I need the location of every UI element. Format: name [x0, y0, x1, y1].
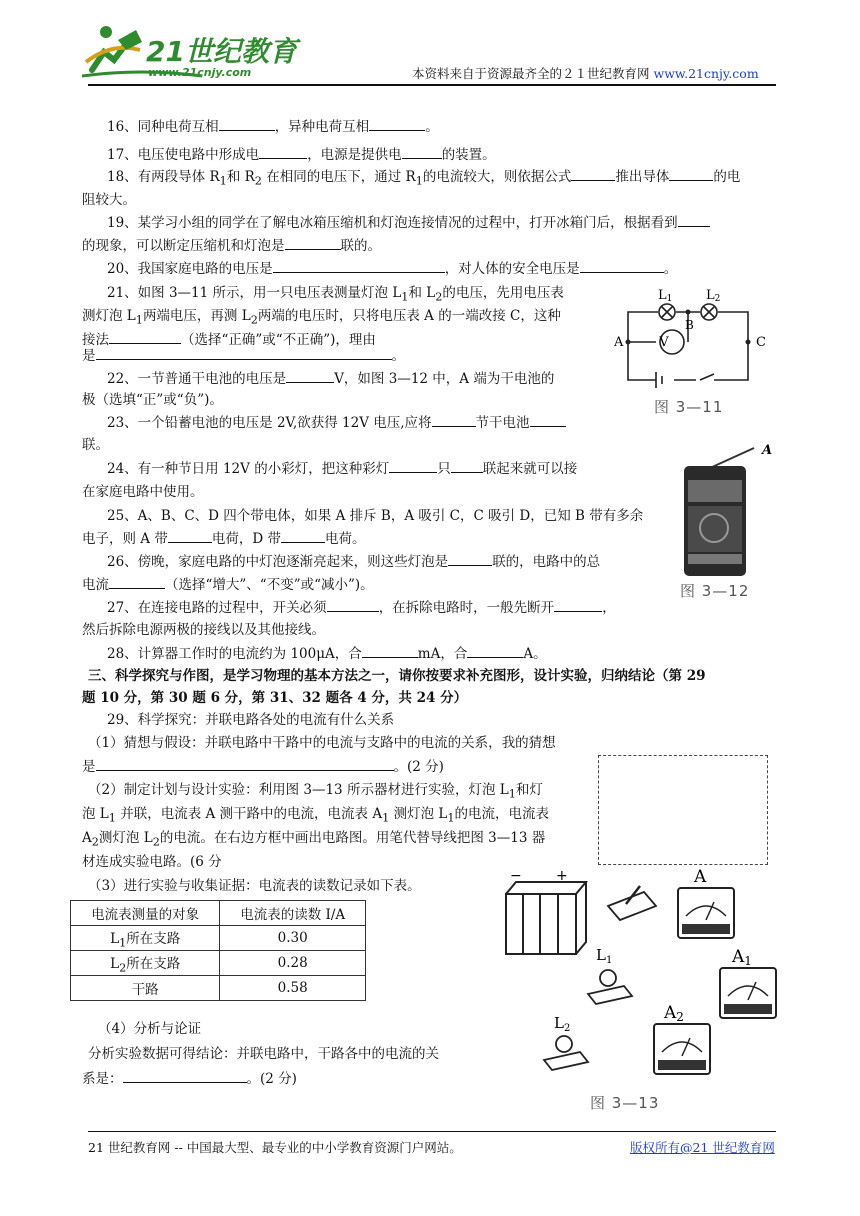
table-row: $L_1$所在支路 0.30 — [71, 926, 366, 951]
question-29-part3: （3）进行实验与收集证据：电流表的读数记录如下表。 — [88, 878, 421, 894]
table-cell-value: 0.58 — [220, 976, 366, 1001]
fig312-terminal-a-label: A — [762, 443, 773, 458]
question-22-line2: 极（选填“正”或“负”)。 — [82, 392, 223, 408]
question-19-line2: 的现象，可以断定压缩机和灯泡是 联的。 — [82, 235, 381, 256]
footer-divider — [88, 1131, 776, 1132]
question-29-part1: （1）猜想与假设：并联电路中干路中的电流与支路中的电流的关系，我的猜想 — [88, 735, 556, 751]
section-3-heading: 三、科学探究与作图，是学习物理的基本方法之一，请你按要求补充图形，设计实验，归纳结论（第 29 — [88, 668, 706, 684]
battery-pack-icon — [506, 868, 586, 954]
question-27-line2: 然后拆除电源两极的接线以及其他接线。 — [82, 622, 325, 638]
figure-3-11-caption: 图 3—11 — [654, 398, 724, 416]
svg-text:A2: A2 — [664, 1003, 684, 1024]
table-row: 干路 0.58 — [71, 976, 366, 1001]
ammeter-a-icon — [678, 868, 734, 938]
svg-text:A: A — [694, 868, 707, 887]
svg-text:−: − — [510, 868, 522, 884]
figure-3-12-battery — [680, 440, 790, 580]
question-25: 25、A、B、C、D 四个带电体，如果 A 排斥 B，A 吸引 C，C 吸引 D，已知 B 带有多余 — [107, 508, 644, 524]
svg-text:L2: L2 — [706, 288, 721, 304]
question-23-line2: 联。 — [82, 437, 109, 453]
question-29-part2-line3: $A_2$测灯泡 $L_2$的电流。在右边方框中画出电路图。用笔代替导线把图 3—13 器 — [82, 830, 546, 849]
switch-icon — [608, 886, 656, 920]
svg-text:C: C — [756, 335, 766, 350]
header-source-link[interactable]: www.21cnjy.com — [653, 66, 759, 81]
question-24: 24、有一种节日用 12V 的小彩灯，把这种彩灯 只 联起来就可以接 — [107, 458, 577, 479]
svg-text:L1: L1 — [658, 288, 673, 304]
header-divider — [88, 84, 776, 86]
header-source-note: 本资料来自于资源最齐全的２１世纪教育网 www.21cnjy.com — [412, 66, 759, 81]
question-29-part1-line2: 是 。(2 分) — [82, 756, 444, 777]
question-29-part5: 分析实验数据可得结论：并联电路中，干路各中的电流的关 — [88, 1046, 439, 1062]
table-cell-value: 0.28 — [220, 951, 366, 976]
question-29-part5-line2: 系是： 。(2 分) — [82, 1068, 297, 1089]
logo-sub-text: www.21cnjy.com — [148, 66, 252, 79]
svg-text:L1: $L_1$ — [596, 946, 613, 966]
svg-text:+: + — [556, 868, 568, 884]
figure-3-11-circuit — [614, 282, 774, 392]
question-18-line2: 阻较大。 — [82, 192, 136, 208]
table-cell-value: 0.30 — [220, 926, 366, 951]
question-29-title: 29、科学探究：并联电路各处的电流有什么关系 — [107, 712, 395, 728]
question-26-line2: 电流 （选择“增大”、“不变”或“减小”)。 — [82, 574, 374, 595]
ammeter-a1-icon — [720, 947, 776, 1018]
question-29-part2-line4: 材连成实验电路。(6 分 — [82, 854, 222, 870]
logo — [82, 22, 297, 84]
question-21-line2: 测灯泡 $L_1$两端电压，再测 $L_2$两端的电压时，只将电压表 A 的一端改接 C，这种 — [82, 308, 561, 327]
question-17: 17、电压使电路中形成电 ，电源是提供电 的装置。 — [107, 144, 496, 165]
footer-left-text: 21 世纪教育网 -- 中国最大型、最专业的中小学教育资源门户网站。 — [88, 1140, 462, 1155]
fig311-voltmeter-label: V — [659, 335, 669, 350]
question-21-line3: 接法 （选择“正确”或“不正确”)，理由 — [82, 329, 376, 350]
question-29-part2-line2: 泡 $L_1$ 并联，电流表 A 测干路中的电流，电流表 $A_1$ 测灯泡 $L_1$的电流，电流表 — [82, 806, 550, 825]
question-19: 19、某学习小组的同学在了解电冰箱压缩机和灯泡连接情况的过程中，打开冰箱门后，根据看到 — [107, 212, 710, 233]
bulb-l1-icon — [588, 946, 632, 1004]
section-3-heading-line2: 题 10 分，第 30 题 6 分，第 31、32 题各 4 分，共 24 分） — [82, 690, 468, 706]
figure-3-13-equipment — [500, 868, 785, 1096]
question-26: 26、傍晚，家庭电路的中灯泡逐渐亮起来，则这些灯泡是 联的，电路中的总 — [107, 551, 600, 572]
footer-copyright-link[interactable]: 版权所有@21 世纪教育网 — [630, 1140, 775, 1155]
question-16: 16、同种电荷互相 ，异种电荷互相 。 — [107, 116, 439, 137]
table-header-row — [71, 901, 366, 926]
figure-3-12-caption: 图 3—12 — [680, 582, 750, 600]
question-29-part4: （4）分析与论证 — [98, 1021, 202, 1037]
table-row: $L_2$所在支路 0.28 — [71, 951, 366, 976]
table-header: 电流表测量的对象 — [71, 901, 220, 926]
question-20: 20、我国家庭电路的电压是 ，对人体的安全电压是 。 — [107, 258, 677, 279]
svg-text:L2: $L_2$ — [554, 1014, 571, 1034]
readings-table — [70, 900, 366, 1001]
circuit-drawing-box[interactable] — [598, 755, 768, 865]
question-23: 23、一个铅蓄电池的电压是 2V,欲获得 12V 电压,应将 节干电池 — [107, 412, 566, 433]
question-27: 27、在连接电路的过程中，开关必须 ，在拆除电路时，一般先断开 ， — [107, 597, 616, 618]
question-28: 28、计算器工作时的电流约为 100μA，合 mA，合 A。 — [107, 643, 547, 664]
question-29-part2: （2）制定计划与设计实验：利用图 3—13 所示器材进行实验，灯泡 $L_1$和灯 — [88, 782, 543, 801]
table-header: 电流表的读数 I/A — [220, 901, 366, 926]
svg-text:A: A — [614, 335, 624, 350]
figure-3-13-caption: 图 3—13 — [590, 1094, 660, 1112]
question-21: 21、如图 3—11 所示，用一只电压表测量灯泡 $L_1$和 $L_2$的电压，先用电压表 — [107, 285, 564, 304]
ammeter-a2-icon — [654, 1003, 710, 1074]
question-22: 22、一节普通干电池的电压是 V，如图 3—12 中，A 端为干电池的 — [107, 368, 554, 389]
logo-main-text: 21世纪教育 — [146, 35, 297, 68]
question-18: 18、有两段导体 $R_1$和 $R_2$ 在相同的电压下，通过 $R_1$的电流较大，则依据公式 推出导体 的电 — [107, 166, 740, 192]
question-21-line4: 是 。 — [82, 345, 405, 366]
question-25-line2: 电子，则 A 带 电荷，D 带 电荷。 — [82, 528, 365, 549]
svg-text:A1: A1 — [732, 947, 752, 968]
question-24-line2: 在家庭电路中使用。 — [82, 484, 204, 500]
bulb-l2-icon — [544, 1014, 588, 1070]
svg-text:B: B — [685, 318, 694, 332]
